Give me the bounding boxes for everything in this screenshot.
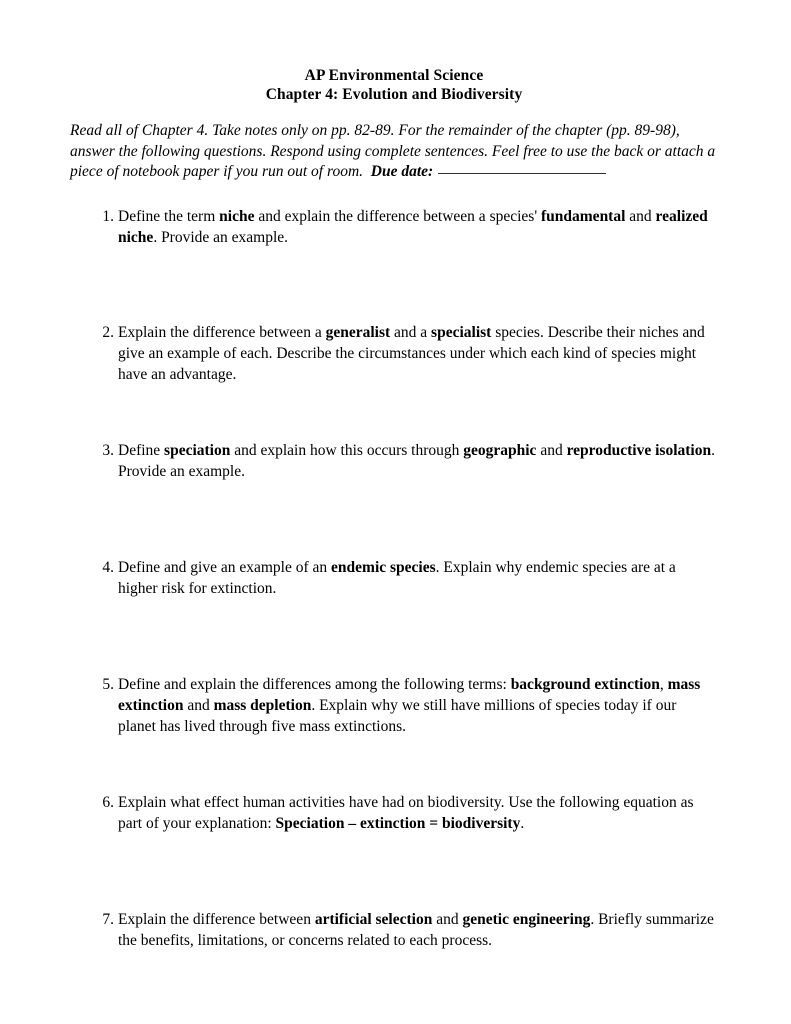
question-text: Explain the difference between a generalist and a specialist species. Describe their niches and give an example of each. Describe the circumstances under which each kind of species might have an advantage. (118, 323, 705, 383)
question-text: Define and explain the differences among the following terms: background extinction, mass extinction and mass depletion. Explain why we still have millions of species today if our planet has lived through five mass extinctions. (118, 675, 701, 735)
question-number: 6. (102, 793, 114, 811)
document-body (70, 0, 718, 951)
due-date-label: Due date: (370, 163, 434, 180)
instructions-text: Read all of Chapter 4. Take notes only on pp. 82-89. For the remainder of the chapter (pp. 89-98), answer the following questions. Respond using complete sentences. Feel free to use the back or attach a piece of notebook paper if you run out of room. (70, 122, 716, 180)
instructions-paragraph (70, 121, 718, 183)
question-item (70, 206, 718, 248)
question-number: 3. (102, 441, 114, 459)
question-number: 1. (102, 207, 114, 225)
question-item (70, 909, 718, 951)
question-text: Explain what effect human activities have had on biodiversity. Use the following equation as part of your explanation: Speciation – extinction = biodiversity. (118, 793, 694, 832)
question-number: 5. (102, 675, 114, 693)
question-item (70, 792, 718, 834)
question-item (70, 322, 718, 385)
due-date-blank[interactable] (438, 173, 606, 174)
question-number: 2. (102, 323, 114, 341)
question-text: Define speciation and explain how this occurs through geographic and reproductive isolation. Provide an example. (118, 441, 715, 480)
question-text: Define the term niche and explain the difference between a species' fundamental and realized niche. Provide an example. (118, 207, 708, 246)
question-item (70, 440, 718, 482)
document-title (70, 0, 718, 104)
question-item (70, 674, 718, 737)
title-line-2: Chapter 4: Evolution and Biodiversity (265, 86, 523, 103)
title-line-1: AP Environmental Science (304, 67, 484, 84)
question-number: 4. (102, 558, 114, 576)
question-text: Explain the difference between artificial selection and genetic engineering. Briefly summarize the benefits, limitations, or concerns related to each process. (118, 910, 714, 949)
question-item (70, 557, 718, 599)
question-list (70, 206, 718, 951)
question-text: Define and give an example of an endemic species. Explain why endemic species are at a higher risk for extinction. (118, 558, 676, 597)
question-number: 7. (102, 910, 114, 928)
